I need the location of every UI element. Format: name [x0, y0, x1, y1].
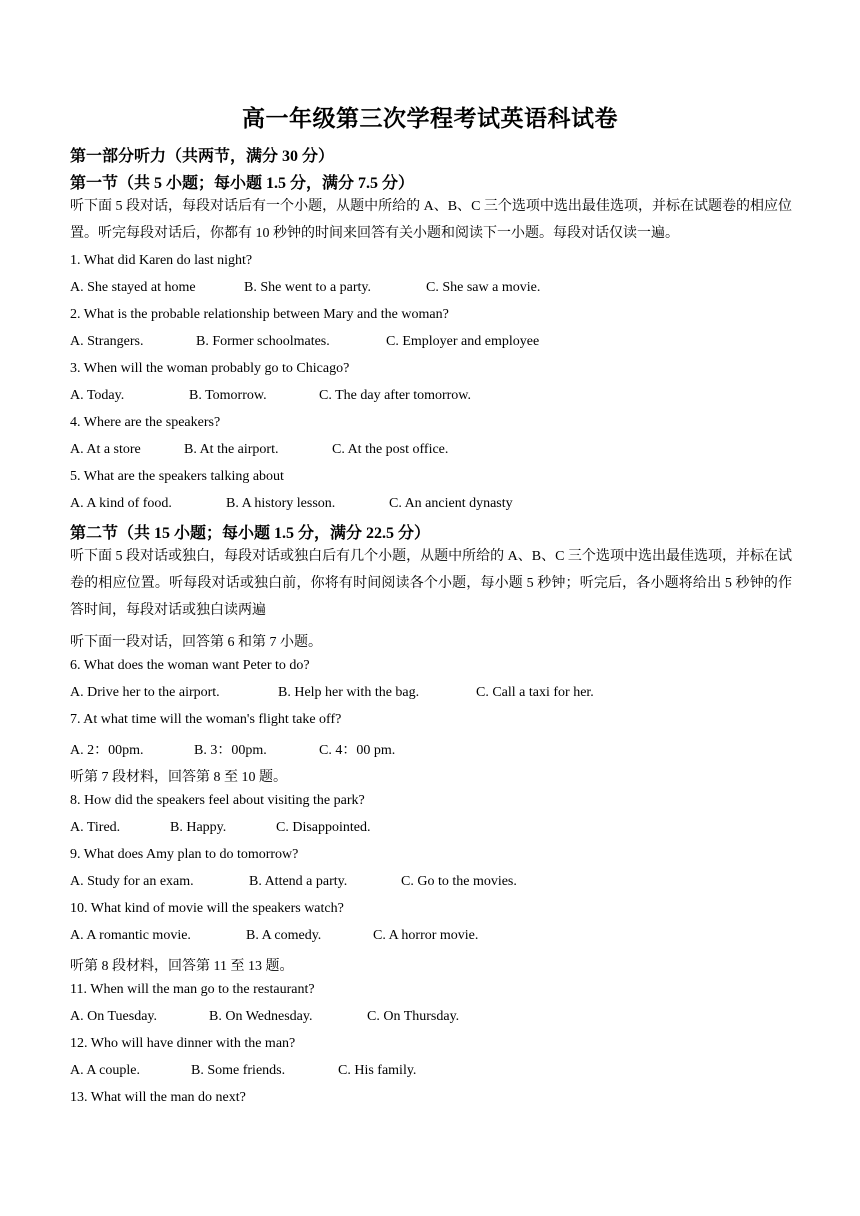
q9-option-a: A. Study for an exam. — [70, 874, 194, 889]
q10-option-c: C. A horror movie. — [373, 928, 479, 943]
exam-title: 高一年级第三次学程考试英语科试卷 — [242, 106, 618, 131]
question-1: 1. What did Karen do last night? — [70, 253, 253, 268]
q2-option-a: A. Strangers. — [70, 334, 144, 349]
q7-option-c: C. 4：00 pm. — [319, 743, 396, 758]
section2-heading: 第二节（共 15 小题；每小题 1.5 分，满分 22.5 分） — [70, 525, 431, 542]
q10-option-b: B. A comedy. — [246, 928, 322, 943]
question-13: 13. What will the man do next? — [70, 1090, 246, 1105]
question-2: 2. What is the probable relationship between Mary and the woman? — [70, 307, 449, 322]
q12-option-b: B. Some friends. — [191, 1063, 286, 1078]
q11-option-a: A. On Tuesday. — [70, 1009, 157, 1024]
intro-questions-6-7: 听下面一段对话，回答第 6 和第 7 小题。 — [70, 635, 322, 650]
q3-option-a: A. Today. — [70, 388, 125, 403]
q8-option-a: A. Tired. — [70, 820, 121, 835]
q10-option-a: A. A romantic movie. — [70, 928, 191, 943]
q4-option-a: A. At a store — [70, 442, 141, 457]
q8-option-b: B. Happy. — [170, 820, 227, 835]
question-10: 10. What kind of movie will the speakers watch? — [70, 901, 344, 916]
section2-instructions: 听下面 5 段对话或独白，每段对话或独白后有几个小题，从题中所给的 A、B、C 三个选项中选出最佳选项，并标在试卷的相应位置。听每段对话或独白前，你将有时间阅读各个小题，每小题 5 秒钟；听完后，各小题将给出 5 秒钟的作答时间，每段对话或独白读两遍 — [70, 549, 792, 618]
q6-option-c: C. Call a taxi for her. — [476, 685, 594, 700]
question-6: 6. What does the woman want Peter to do? — [70, 658, 310, 673]
q5-option-a: A. A kind of food. — [70, 496, 172, 511]
q12-option-a: A. A couple. — [70, 1063, 140, 1078]
q12-option-c: C. His family. — [338, 1063, 417, 1078]
q6-option-b: B. Help her with the bag. — [278, 685, 420, 700]
q11-option-c: C. On Thursday. — [367, 1009, 460, 1024]
q4-option-b: B. At the airport. — [184, 442, 279, 457]
q2-option-b: B. Former schoolmates. — [196, 334, 330, 349]
q5-option-b: B. A history lesson. — [226, 496, 336, 511]
intro-questions-11-13: 听第 8 段材料，回答第 11 至 13 题。 — [70, 959, 294, 974]
q6-option-a: A. Drive her to the airport. — [70, 685, 220, 700]
q2-option-c: C. Employer and employee — [386, 334, 540, 349]
q3-option-b: B. Tomorrow. — [189, 388, 267, 403]
question-11: 11. When will the man go to the restaurant? — [70, 982, 315, 997]
q11-option-b: B. On Wednesday. — [209, 1009, 313, 1024]
question-8: 8. How did the speakers feel about visiting the park? — [70, 793, 365, 808]
q5-option-c: C. An ancient dynasty — [389, 496, 513, 511]
question-3: 3. When will the woman probably go to Chicago? — [70, 361, 350, 376]
q9-option-c: C. Go to the movies. — [401, 874, 517, 889]
q3-option-c: C. The day after tomorrow. — [319, 388, 472, 403]
q8-option-c: C. Disappointed. — [276, 820, 371, 835]
q1-option-a: A. She stayed at home — [70, 280, 196, 295]
section1-heading: 第一节（共 5 小题；每小题 1.5 分，满分 7.5 分） — [70, 175, 415, 192]
intro-questions-8-10: 听第 7 段材料，回答第 8 至 10 题。 — [70, 770, 287, 785]
q9-option-b: B. Attend a party. — [249, 874, 348, 889]
q1-option-c: C. She saw a movie. — [426, 280, 541, 295]
question-12: 12. Who will have dinner with the man? — [70, 1036, 296, 1051]
q7-option-a: A. 2：00pm. — [70, 743, 144, 758]
question-5: 5. What are the speakers talking about — [70, 469, 284, 484]
q7-option-b: B. 3：00pm. — [194, 743, 267, 758]
q1-option-b: B. She went to a party. — [244, 280, 372, 295]
section1-instructions: 听下面 5 段对话，每段对话后有一个小题，从题中所给的 A、B、C 三个选项中选出最佳选项，并标在试题卷的相应位置。听完每段对话后，你都有 10 秒钟的时间来回答有关小题和阅读下一小题。每段对话仅读一遍。 — [70, 199, 792, 241]
question-9: 9. What does Amy plan to do tomorrow? — [70, 847, 299, 862]
question-4: 4. Where are the speakers? — [70, 415, 221, 430]
q4-option-c: C. At the post office. — [332, 442, 449, 457]
part1-heading: 第一部分听力（共两节，满分 30 分） — [70, 148, 335, 165]
question-7: 7. At what time will the woman's flight take off? — [70, 712, 342, 727]
